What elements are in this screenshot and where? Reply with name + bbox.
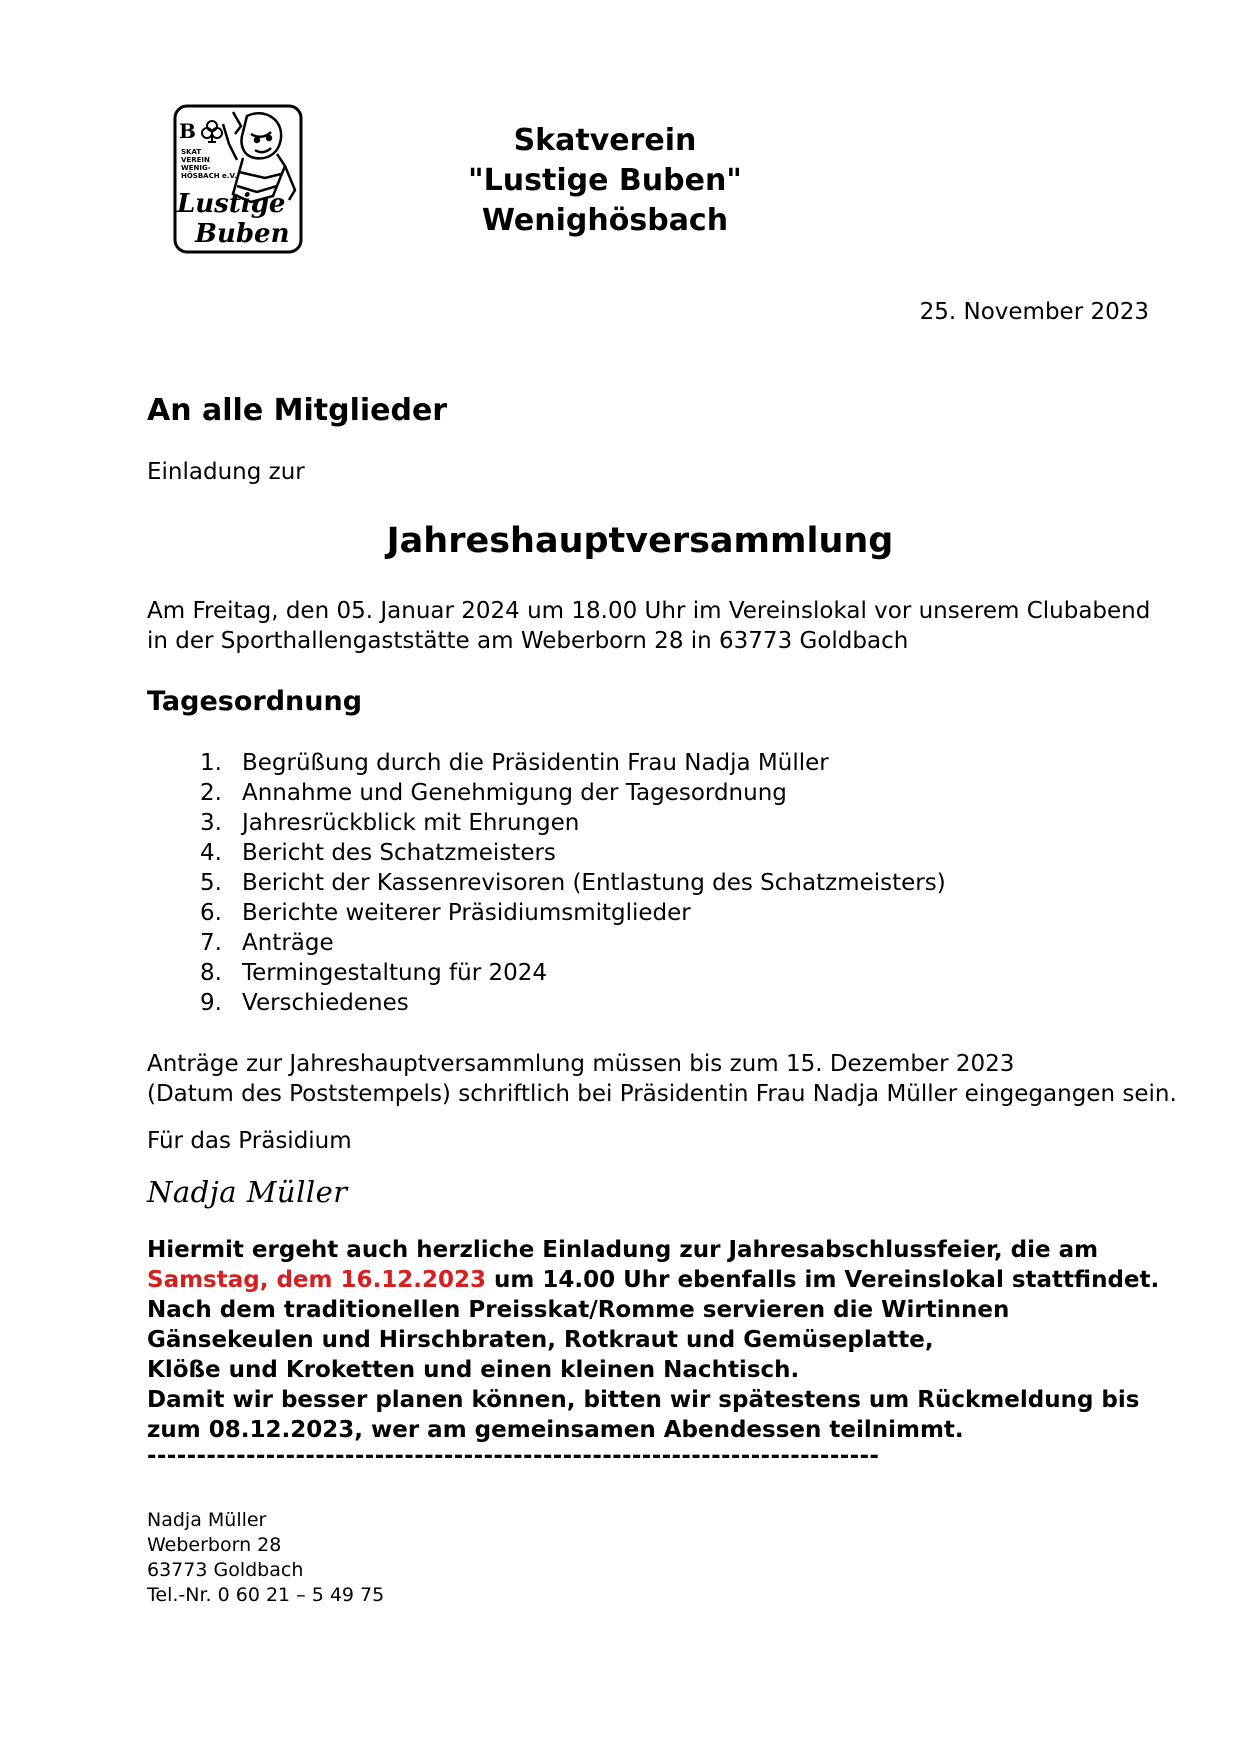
svg-text:Buben: Buben <box>195 219 290 249</box>
agenda-list <box>178 748 946 1018</box>
agenda-item: 1. Begrüßung durch die Präsidentin Frau Nadja Müller <box>200 750 829 776</box>
svg-text:Lustige: Lustige <box>177 189 286 219</box>
club-logo-icon <box>173 104 303 254</box>
celebration-line: Nach dem traditionellen Preisskat/Romme servieren die Wirtinnen <box>147 1297 1010 1323</box>
celebration-line: zum 08.12.2023, wer am gemeinsamen Abendessen teilnimmt. <box>147 1417 964 1443</box>
club-subname: "Lustige Buben" <box>468 163 742 198</box>
agenda-item: 5. Bericht der Kassenrevisoren (Entlastung des Schatzmeisters) <box>200 870 946 896</box>
meeting-details-line: in der Sporthallengaststätte am Weberborn 28 in 63773 Goldbach <box>147 628 909 654</box>
proposals-note: (Datum des Poststempels) schriftlich bei Präsidentin Frau Nadja Müller eingegangen sein. <box>147 1081 1177 1107</box>
proposals-note: Anträge zur Jahreshauptversammlung müssen bis zum 15. Dezember 2023 <box>147 1051 1015 1077</box>
agenda-item: 3. Jahresrückblick mit Ehrungen <box>200 810 580 836</box>
celebration-line: Klöße und Kroketten und einen kleinen Nachtisch. <box>147 1357 800 1383</box>
celebration-line: Damit wir besser planen können, bitten wir spätestens um Rückmeldung bis <box>147 1387 1140 1413</box>
club-place: Wenighösbach <box>481 203 729 238</box>
celebration-line <box>147 1265 1159 1295</box>
club-name: Skatverein <box>513 123 697 158</box>
svg-text:VEREIN: VEREIN <box>181 156 210 164</box>
address-phone: Tel.-Nr. 0 60 21 – 5 49 75 <box>147 1584 385 1606</box>
svg-text:WENIG-: WENIG- <box>181 164 211 172</box>
cut-separator: -------------------------------------------------------------------------- <box>147 1443 880 1469</box>
celebration-date-highlight: Samstag, dem 16.12.2023 <box>147 1267 487 1293</box>
signature: Nadja Müller <box>147 1175 348 1209</box>
svg-text:SKAT: SKAT <box>181 148 202 156</box>
recipient-heading: An alle Mitglieder <box>147 393 448 428</box>
agenda-item: 7. Anträge <box>200 930 334 956</box>
agenda-item: 2. Annahme und Genehmigung der Tagesordnung <box>200 780 787 806</box>
letter-date: 25. November 2023 <box>919 299 1149 325</box>
address-name: Nadja Müller <box>147 1509 267 1531</box>
celebration-line: Gänsekeulen und Hirschbraten, Rotkraut und Gemüseplatte, <box>147 1327 934 1353</box>
agenda-item: 6. Berichte weiterer Präsidiumsmitglieder <box>200 900 691 926</box>
agenda-item: 8. Termingestaltung für 2024 <box>200 960 548 986</box>
address-city: 63773 Goldbach <box>147 1559 304 1581</box>
agenda-item: 4. Bericht des Schatzmeisters <box>200 840 556 866</box>
celebration-line: Hiermit ergeht auch herzliche Einladung zur Jahresabschlussfeier, die am <box>147 1237 1099 1263</box>
logo-letter: B <box>179 119 196 143</box>
agenda-heading: Tagesordnung <box>147 686 363 717</box>
meeting-details-line: Am Freitag, den 05. Januar 2024 um 18.00 Uhr im Vereinslokal vor unserem Clubabend <box>147 598 1151 624</box>
address-street: Weberborn 28 <box>147 1534 282 1556</box>
meeting-title: Jahreshauptversammlung <box>386 521 894 561</box>
celebration-line-rest: um 14.00 Uhr ebenfalls im Vereinslokal stattfindet. <box>486 1267 1160 1293</box>
invitation-intro: Einladung zur <box>147 459 305 485</box>
closing-line: Für das Präsidium <box>147 1128 352 1154</box>
svg-text:HÖSBACH e.V.: HÖSBACH e.V. <box>181 172 237 180</box>
agenda-item: 9. Verschiedenes <box>200 990 409 1016</box>
